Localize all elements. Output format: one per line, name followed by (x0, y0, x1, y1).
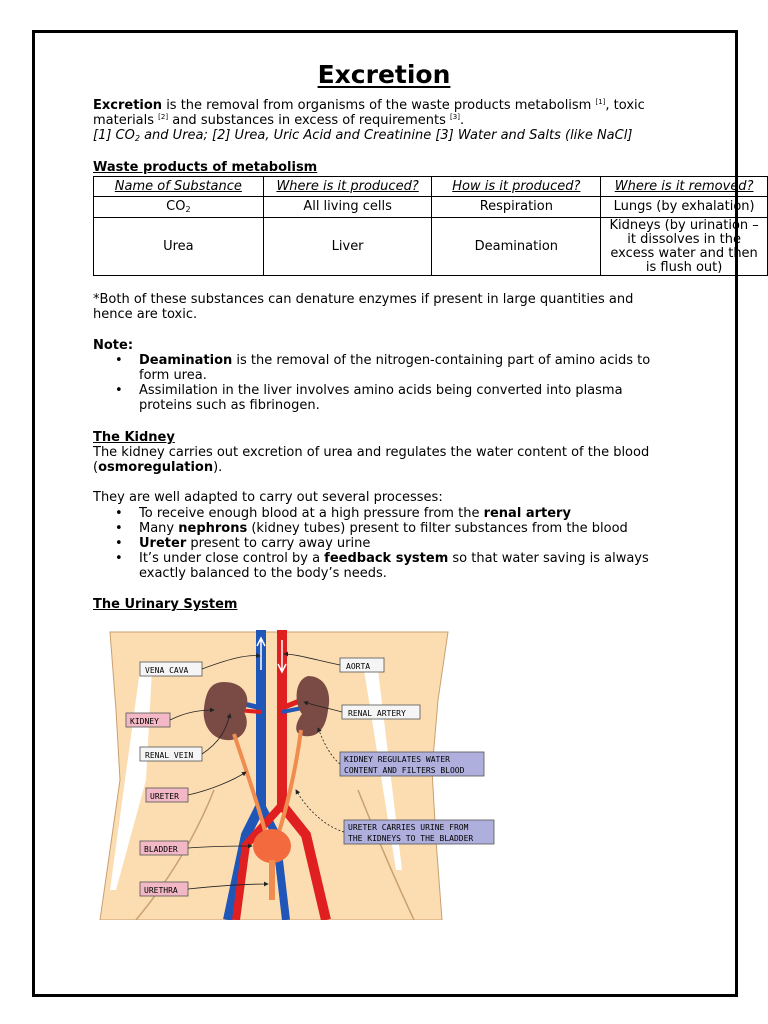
kidney-adapted: They are well adapted to carry out several processes: (93, 490, 443, 505)
svg-text:RENAL VEIN: RENAL VEIN (145, 751, 194, 760)
page-title: Excretion (317, 60, 451, 89)
table-cell: Respiration (432, 197, 601, 218)
kidney-list (93, 506, 649, 581)
urinary-heading: The Urinary System (93, 597, 238, 612)
svg-text:URETER: URETER (150, 792, 179, 801)
urethra-tube (269, 860, 275, 900)
kidney-line-2: (osmoregulation). (93, 460, 223, 475)
bullet-icon: • (115, 536, 123, 551)
header-cell: Where is it produced? (263, 177, 432, 197)
list-item: • It’s under close control by a feedback system so that water saving is always exactly balanced to the body’s needs. (115, 551, 649, 581)
table-heading: Waste products of metabolism (93, 160, 318, 175)
toxic-note-line-1: *Both of these substances can denature enzymes if present in large quantities and (93, 292, 634, 307)
kidney-line-1: The kidney carries out excretion of urea and regulates the water content of the blood (93, 445, 650, 460)
list-item: • Assimilation in the liver involves amino acids being converted into plasma proteins such as fibrinogen. (115, 383, 623, 413)
bullet-icon: • (115, 551, 123, 566)
table-cell: All living cells (263, 197, 432, 218)
table-cell: Lungs (by exhalation) (601, 197, 768, 218)
bullet-icon: • (115, 383, 123, 398)
table-cell: $CO_2$ (94, 197, 264, 218)
note-heading: Note: (93, 338, 134, 353)
intro-notes: [1] $CO_2$ and Urea; [2] Urea, Uric Acid and Creatinine [3] Water and Salts (like NaCl] (93, 128, 633, 143)
svg-text:VENA CAVA: VENA CAVA (145, 666, 189, 675)
svg-text:THE KIDNEYS TO THE BLADDER: THE KIDNEYS TO THE BLADDER (348, 834, 474, 843)
note-list (93, 353, 650, 413)
list-item: • Ureter present to carry away urine (115, 536, 371, 551)
bullet-icon: • (115, 521, 123, 536)
table-cell: Kidneys (by urination – it dissolves in the excess water and then is flush out) (601, 218, 768, 276)
header-cell: How is it produced? (432, 177, 601, 197)
table-cell: Deamination (432, 218, 601, 276)
table-cell: Liver (263, 218, 432, 276)
svg-text:URETER CARRIES URINE FROM: URETER CARRIES URINE FROM (348, 823, 469, 832)
header-cell: Name of Substance (94, 177, 264, 197)
list-item: • To receive enough blood at a high pressure from the renal artery (115, 506, 571, 521)
svg-text:CONTENT AND FILTERS BLOOD: CONTENT AND FILTERS BLOOD (344, 766, 465, 775)
svg-text:RENAL ARTERY: RENAL ARTERY (348, 709, 406, 718)
list-item: • Deamination is the removal of the nitrogen-containing part of amino acids to form urea. (115, 353, 651, 383)
svg-text:URETHRA: URETHRA (144, 886, 178, 895)
bullet-icon: • (115, 506, 123, 521)
intro-line-2: materials [2] and substances in excess of requirements [3]. (93, 113, 465, 128)
toxic-note-line-2: hence are toxic. (93, 307, 198, 322)
table-header-row (94, 177, 768, 197)
kidney-left (204, 682, 248, 740)
header-cell: Where is it removed? (601, 177, 768, 197)
bladder-organ (253, 829, 291, 863)
intro-line-1: Excretion is the removal from organisms of the waste products metabolism [1], toxic (93, 98, 645, 113)
table-row (94, 218, 768, 276)
list-item: • Many nephrons (kidney tubes) present to filter substances from the blood (115, 521, 628, 536)
kidney-heading: The Kidney (93, 430, 175, 445)
urinary-system-diagram (96, 630, 496, 920)
svg-text:KIDNEY REGULATES WATER: KIDNEY REGULATES WATER (344, 755, 450, 764)
excretion-term: Excretion (93, 98, 163, 113)
waste-products-table (93, 176, 768, 276)
table-cell: Urea (94, 218, 264, 276)
table-row (94, 197, 768, 218)
bullet-icon: • (115, 353, 123, 368)
svg-text:KIDNEY: KIDNEY (130, 717, 159, 726)
svg-text:AORTA: AORTA (346, 662, 371, 671)
svg-text:BLADDER: BLADDER (144, 845, 178, 854)
